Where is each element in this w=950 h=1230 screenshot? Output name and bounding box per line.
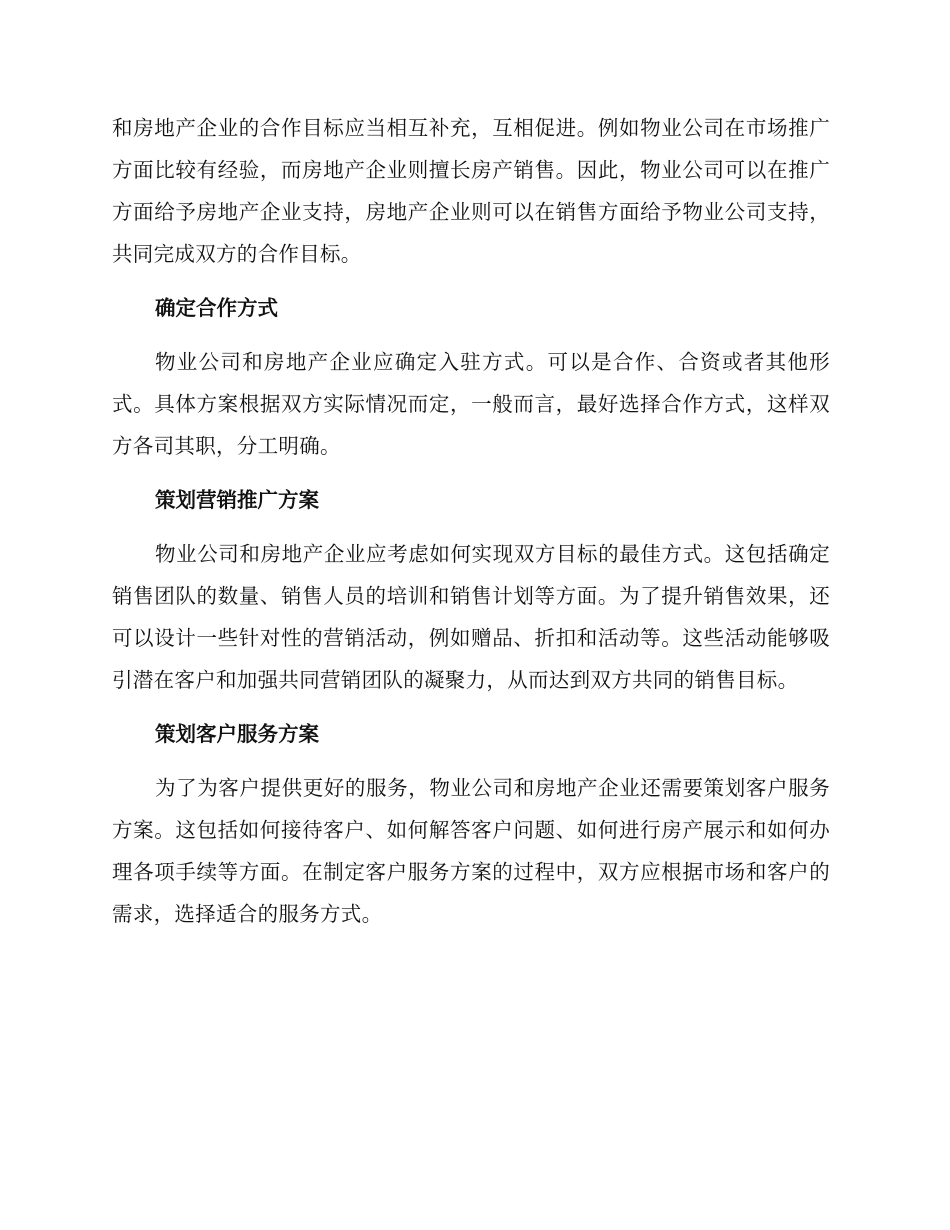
section-heading-customer-service-plan: 策划客户服务方案 bbox=[155, 722, 319, 746]
section-heading-marketing-plan: 策划营销推广方案 bbox=[155, 488, 319, 512]
section-body-customer-service-plan: 为了为客户提供更好的服务，物业公司和房地产企业还需要策划客户服务方案。这包括如何接待客户、如何解答客户问题、如何进行房产展示和如何办理各项手续等方面。在制定客户服务方案的过程中，双方应根据市场和客户的需求，选择适合的服务方式。 bbox=[112, 776, 830, 926]
intro-paragraph: 和房地产企业的合作目标应当相互补充，互相促进。例如物业公司在市场推广方面比较有经验，而房地产企业则擅长房产销售。因此，物业公司可以在推广方面给予房地产企业支持，房地产企业则可以在销售方面给予物业公司支持，共同完成双方的合作目标。 bbox=[112, 116, 830, 266]
section-heading-cooperation-method: 确定合作方式 bbox=[155, 296, 278, 320]
section-body-cooperation-method: 物业公司和房地产企业应确定入驻方式。可以是合作、合资或者其他形式。具体方案根据双方实际情况而定，一般而言，最好选择合作方式，这样双方各司其职，分工明确。 bbox=[112, 350, 830, 458]
section-body-marketing-plan: 物业公司和房地产企业应考虑如何实现双方目标的最佳方式。这包括确定销售团队的数量、销售人员的培训和销售计划等方面。为了提升销售效果，还可以设计一些针对性的营销活动，例如赠品、折扣和活动等。这些活动能够吸引潜在客户和加强共同营销团队的凝聚力，从而达到双方共同的销售目标。 bbox=[112, 542, 830, 692]
document-page bbox=[112, 107, 830, 935]
